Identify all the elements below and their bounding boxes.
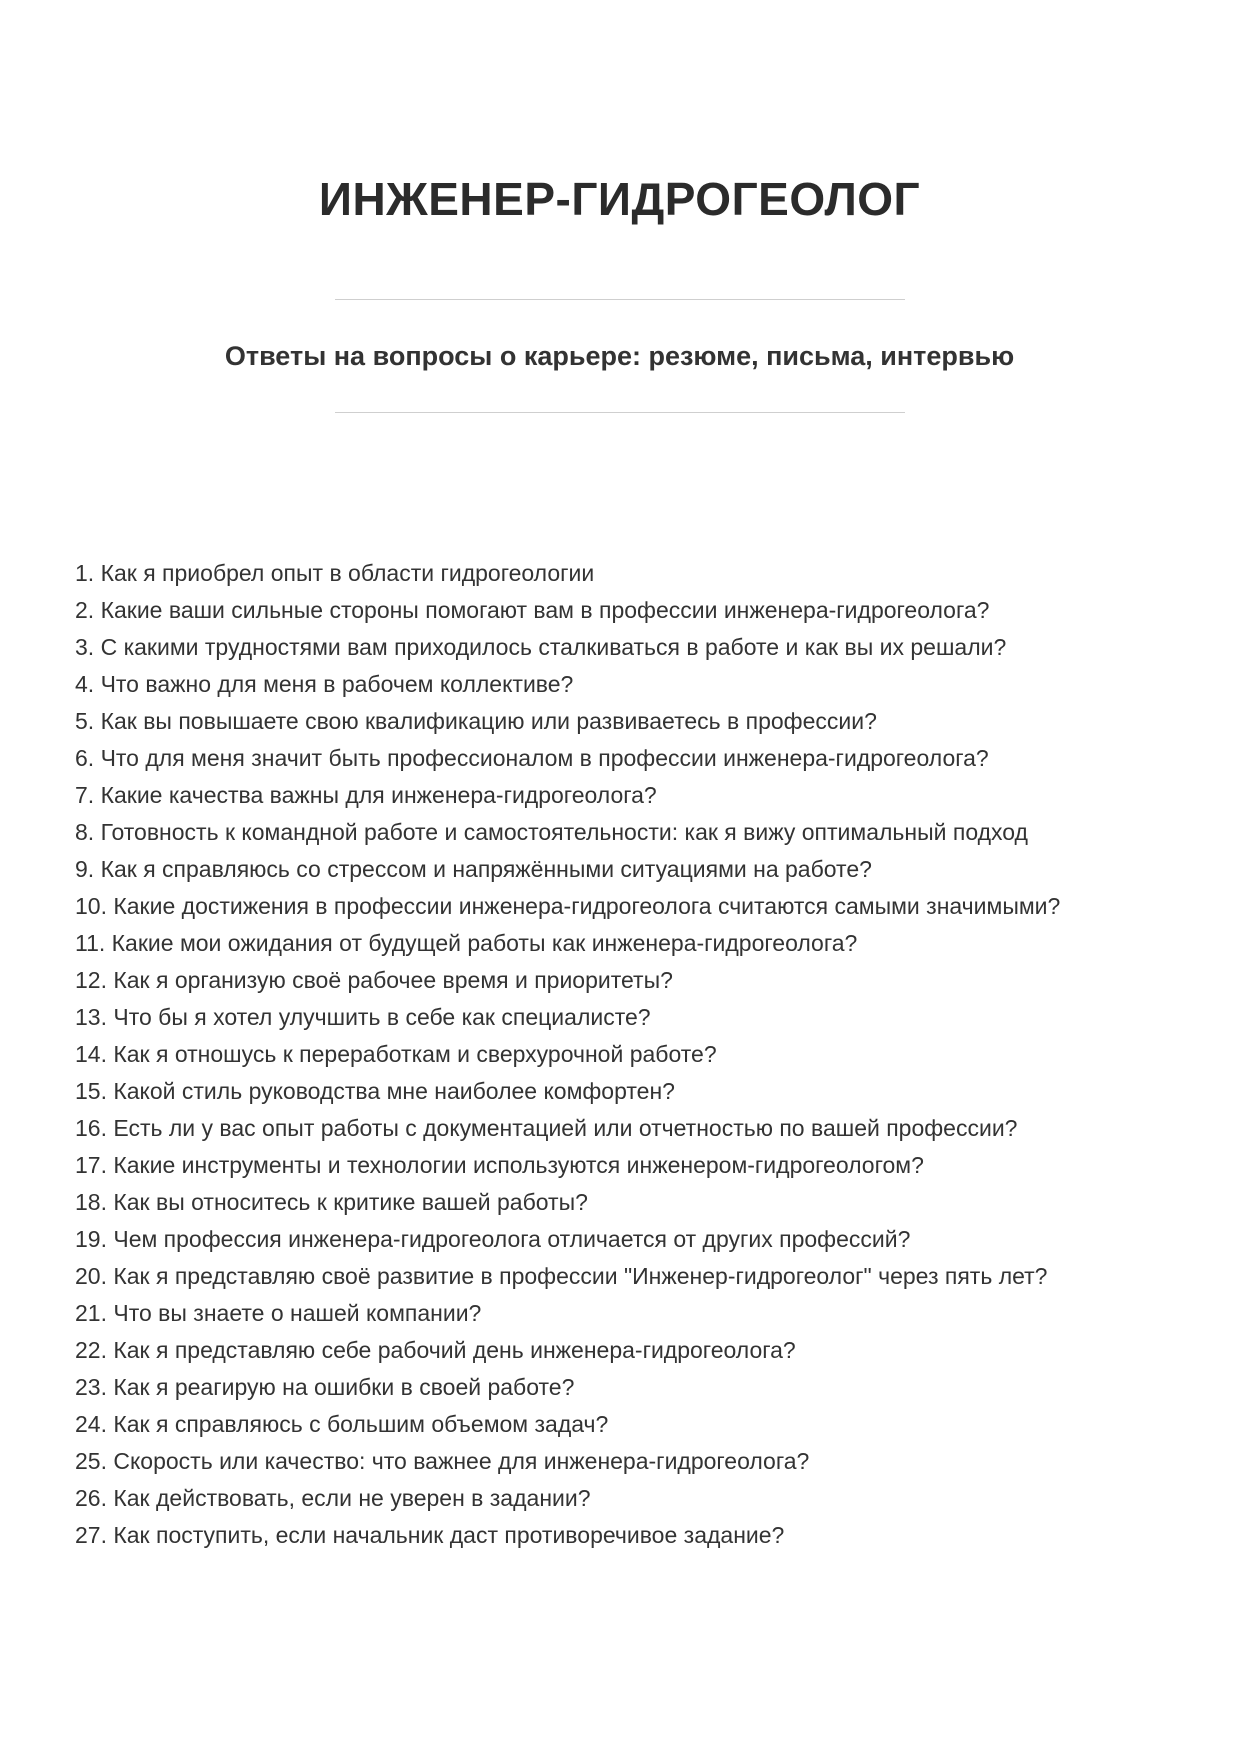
question-item: 5. Как вы повышаете свою квалификацию или развиваетесь в профессии?	[75, 707, 877, 734]
question-item: 21. Что вы знаете о нашей компании?	[75, 1299, 482, 1326]
question-item: 8. Готовность к командной работе и самостоятельности: как я вижу оптимальный подход	[75, 818, 1028, 845]
question-item: 3. С какими трудностями вам приходилось сталкиваться в работе и как вы их решали?	[75, 633, 1007, 660]
question-item: 27. Как поступить, если начальник даст противоречивое задание?	[75, 1521, 785, 1548]
question-item: 11. Какие мои ожидания от будущей работы как инженера-гидрогеолога?	[75, 929, 858, 956]
question-item: 16. Есть ли у вас опыт работы с документацией или отчетностью по вашей профессии?	[75, 1114, 1018, 1141]
question-item: 17. Какие инструменты и технологии используются инженером-гидрогеологом?	[75, 1151, 924, 1178]
question-item: 14. Как я отношусь к переработкам и сверхурочной работе?	[75, 1040, 717, 1067]
question-item: 24. Как я справляюсь с большим объемом задач?	[75, 1410, 609, 1437]
question-item: 10. Какие достижения в профессии инженера-гидрогеолога считаются самыми значимыми?	[75, 892, 1061, 919]
question-item: 12. Как я организую своё рабочее время и приоритеты?	[75, 966, 673, 993]
page-subtitle: Ответы на вопросы о карьере: резюме, письма, интервью	[224, 341, 1015, 372]
question-item: 19. Чем профессия инженера-гидрогеолога отличается от других профессий?	[75, 1225, 911, 1252]
question-item: 15. Какой стиль руководства мне наиболее комфортен?	[75, 1077, 675, 1104]
question-item: 23. Как я реагирую на ошибки в своей работе?	[75, 1373, 575, 1400]
question-item: 4. Что важно для меня в рабочем коллективе?	[75, 670, 574, 697]
question-item: 13. Что бы я хотел улучшить в себе как специалисте?	[75, 1003, 651, 1030]
question-item: 7. Какие качества важны для инженера-гидрогеолога?	[75, 781, 657, 808]
question-item: 1. Как я приобрел опыт в области гидрогеологии	[75, 559, 595, 586]
question-item: 6. Что для меня значит быть профессионалом в профессии инженера-гидрогеолога?	[75, 744, 989, 771]
question-item: 20. Как я представляю своё развитие в профессии "Инженер-гидрогеолог" через пять лет?	[75, 1262, 1048, 1289]
page-title: ИНЖЕНЕР-ГИДРОГЕОЛОГ	[318, 173, 921, 225]
question-list	[75, 555, 1164, 1554]
question-item: 2. Какие ваши сильные стороны помогают вам в профессии инженера-гидрогеолога?	[75, 596, 990, 623]
question-item: 25. Скорость или качество: что важнее для инженера-гидрогеолога?	[75, 1447, 810, 1474]
bottom-divider	[335, 412, 905, 413]
question-item: 18. Как вы относитесь к критике вашей работы?	[75, 1188, 588, 1215]
question-item: 26. Как действовать, если не уверен в задании?	[75, 1484, 591, 1511]
question-item: 22. Как я представляю себе рабочий день инженера-гидрогеолога?	[75, 1336, 796, 1363]
question-item: 9. Как я справляюсь со стрессом и напряжёнными ситуациями на работе?	[75, 855, 872, 882]
